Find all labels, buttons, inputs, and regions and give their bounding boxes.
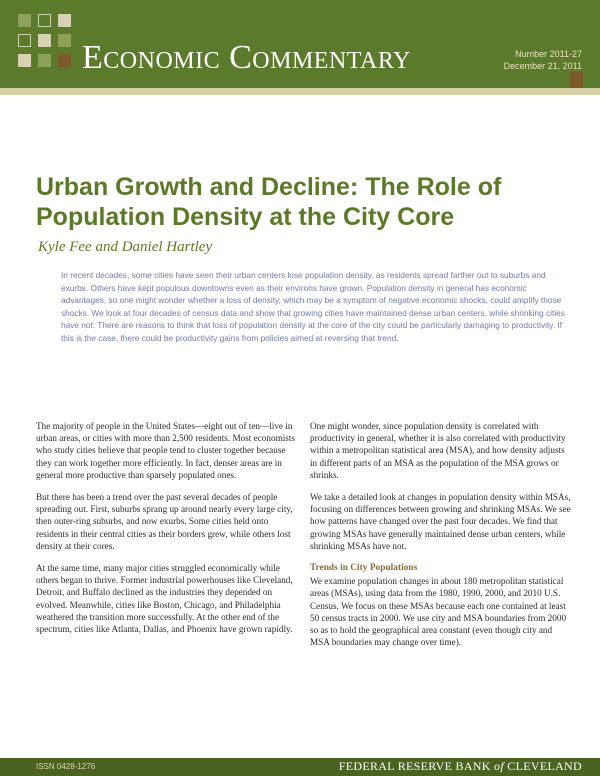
bank-name-main: FEDERAL RESERVE BANK <box>338 759 491 773</box>
corner-accent <box>570 72 583 88</box>
logo-square <box>58 34 71 47</box>
logo-square <box>18 54 31 67</box>
accent-rule <box>0 88 600 95</box>
abstract: In recent decades, some cities have seen their urban centers lose population density, as residents spread farther out to suburbs and exurbs. Others have kept populous downtowns even as their environs have grown. Population density in general has economic advantages, so one might wonder whether a loss of density, which may be a symptom of negative economic shocks, could amplify those shocks. We look at four decades of census data and show that growing cities have maintained dense urban centers, while shrinking cities have not. There are reasons to think that loss of population density at the core of the city could be particularly damaging to productivity. If this is the case, there could be productivity gains from policies aimed at reversing that trend. <box>61 270 565 343</box>
body-paragraph: We examine population changes in about 180 metropolitan statistical areas (MSAs), using data from the 1980, 1990, 2000, and 2010 U.S. Census. We focus on these MSAs because each one contained at least 50 census tracts in 2000. We use city and MSA boundaries from 2000 so as to hold the geographical area constant (even though city and MSA boundaries may change over time). <box>310 576 567 648</box>
body-paragraph: One might wonder, since population density is correlated with productivity in general, whether it is also correlated with productivity within a metropolitan statistical area (MSA), and how density adjusts in different parts of an MSA as the population of the MSA grows or shrinks. <box>310 421 566 480</box>
body-paragraph: We take a detailed look at changes in population density within MSAs, focusing on differences between growing and shrinking MSAs. We see how patterns have changed over the past four decades. We find that growing MSAs have generally maintained dense urban centers, while shrinking MSAs have not. <box>310 492 571 551</box>
logo-square <box>38 14 51 27</box>
footer-band <box>0 758 600 776</box>
section-heading: Trends in City Populations <box>310 563 418 574</box>
bank-name <box>339 759 582 774</box>
publication-title: Economic Commentary <box>82 39 411 76</box>
issn: ISSN 0428-1276 <box>36 762 96 771</box>
article-title: Urban Growth and Decline: The Role of Population Density at the City Core <box>36 173 502 231</box>
logo-square <box>38 54 51 67</box>
bank-name-city: CLEVELAND <box>507 759 582 773</box>
header-band <box>0 0 600 88</box>
authors: Kyle Fee and Daniel Hartley <box>38 239 213 255</box>
body-paragraph: At the same time, many major cities struggled economically while others began to thrive. Former industrial powerhouses like Cleveland, Detroit, and Buffalo declined as the industries they depended on evolved. Meanwhile, cities like Boston, Chicago, and Philadelphia weathered the transition more successfully. At the other end of the spectrum, cities like Atlanta, Dallas, and Phoenix have grown rapidly. <box>36 563 293 635</box>
body-paragraph: The majority of people in the United States—eight out of ten—live in urban areas, or cities with more than 2,500 residents. Most economists who study cities believe that people tend to cluster together because they can work together more efficiently. In fact, denser areas are in general more productive than sparsely populated ones. <box>36 421 295 480</box>
left-column <box>36 420 298 645</box>
issue-number: Number 2011-27 <box>515 49 582 59</box>
issue-info <box>504 48 582 72</box>
logo-square <box>18 14 31 27</box>
bank-name-of: of <box>494 759 504 773</box>
right-column <box>310 420 572 658</box>
logo-square <box>58 14 71 27</box>
logo-square <box>18 34 31 47</box>
body-paragraph: But there has been a trend over the past several decades of people spreading out. First, suburbs sprang up around nearly every large city, then outer-ring suburbs, and now exurbs. Some cities held onto residents in their central cities as their borders grew, while others lost density at their cores. <box>36 492 293 551</box>
issue-date: December 21, 2011 <box>503 61 582 71</box>
logo-square <box>58 54 71 67</box>
logo-square <box>38 34 51 47</box>
